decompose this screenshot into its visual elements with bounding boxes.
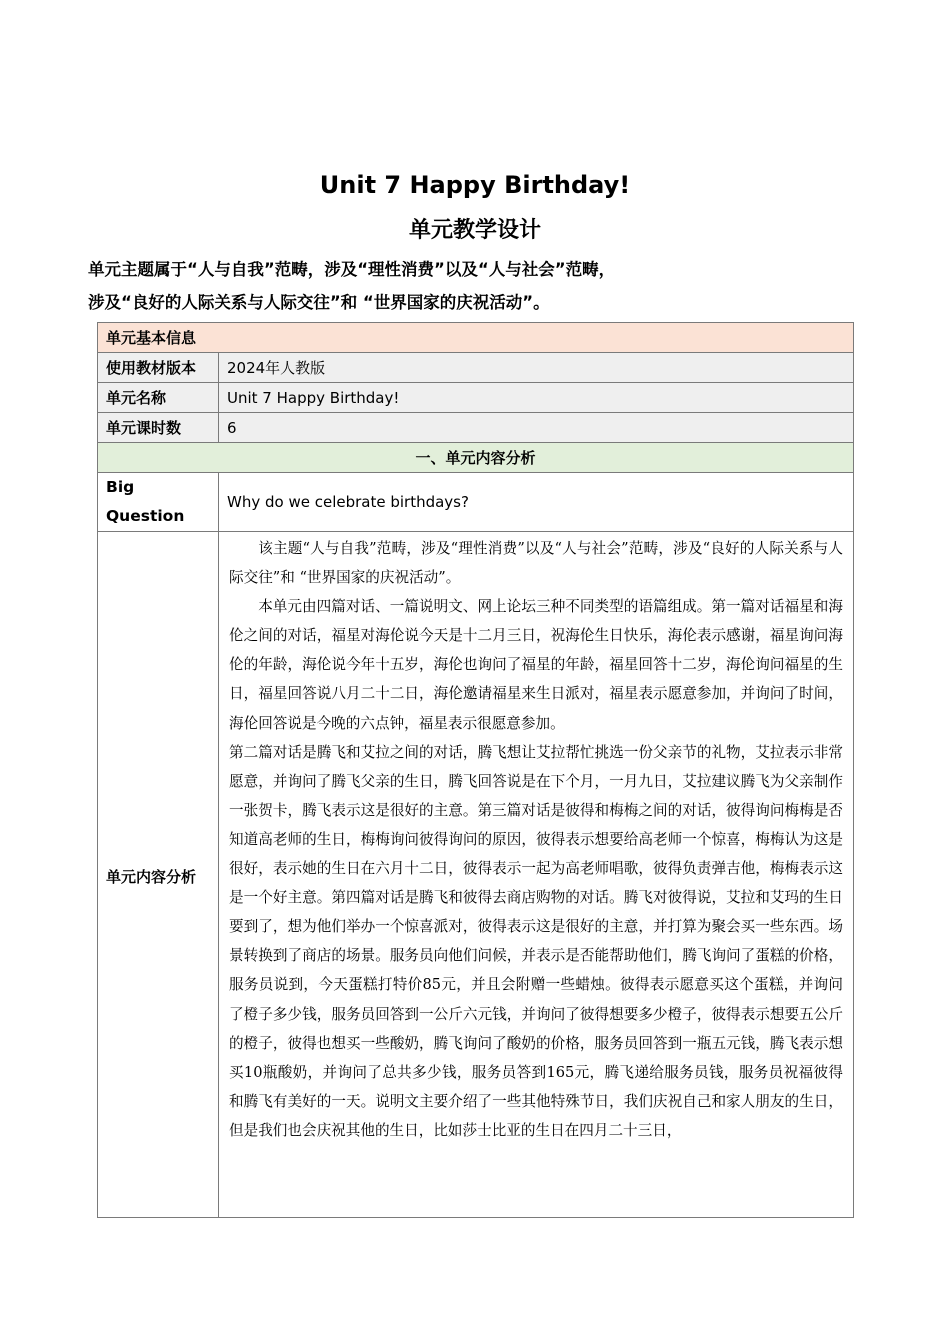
basic-info-header: 单元基本信息: [98, 323, 854, 353]
content-analysis-text: [229, 534, 843, 1145]
row-label-lesson-count: 单元课时数: [98, 413, 219, 443]
row-value-lesson-count: 6: [219, 413, 854, 443]
row-label-unit-name: 单元名称: [98, 383, 219, 413]
row-value-textbook: 2024年人教版: [219, 353, 854, 383]
table-row: [98, 353, 854, 383]
basic-info-header-row: [98, 323, 854, 353]
content-analysis-label: 单元内容分析: [98, 532, 219, 1218]
content-paragraph-1: 该主题“人与自我”范畴，涉及“理性消费”以及“人与社会”范畴，涉及“良好的人际关系与人际交往”和 “世界国家的庆祝活动”。: [229, 540, 843, 587]
table-row: [98, 413, 854, 443]
content-paragraph-2: 本单元由四篇对话、一篇说明文、网上论坛三种不同类型的语篇组成。第一篇对话福星和海伦之间的对话，福星对海伦说今天是十二月三日，祝海伦生日快乐，海伦表示感谢，福星询问海伦的年龄，海伦说今年十五岁，海伦也询问了福星的年龄，福星回答十二岁，海伦询问福星的生日，福星回答说八月二十二日，海伦邀请福星来生日派对，福星表示愿意参加，并询问了时间，海伦回答说是今晚的六点钟，福星表示很愿意参加。: [229, 598, 843, 732]
document-title: Unit 7 Happy Birthday!: [319, 171, 631, 199]
big-question-label: Big Question: [98, 473, 219, 532]
content-paragraph-3: 第二篇对话是腾飞和艾拉之间的对话，腾飞想让艾拉帮忙挑选一份父亲节的礼物，艾拉表示非常愿意，并询问了腾飞父亲的生日，腾飞回答说是在下个月，一月九日，艾拉建议腾飞为父亲制作一张贺卡，腾飞表示这是很好的主意。第三篇对话是彼得和梅梅之间的对话，彼得询问梅梅是否知道高老师的生日，梅梅询问彼得询问的原因，彼得表示想要给高老师一个惊喜，梅梅认为这是很好，表示她的生日在六月十二日，彼得表示一起为高老师唱歌，彼得负责弹吉他，梅梅表示这是一个好主意。第四篇对话是腾飞和彼得去商店购物的对话。腾飞对彼得说，艾拉和艾玛的生日要到了，想为他们举办一个惊喜派对，彼得表示这是很好的主意，并打算为聚会买一些东西。场景转换到了商店的场景。服务员向他们问候，并表示是否能帮助他们，腾飞询问了蛋糕的价格，服务员说到，今天蛋糕打特价85元，并且会附赠一些蜡烛。彼得表示愿意买这个蛋糕，并询问了橙子多少钱，服务员回答到一公斤六元钱，并询问了彼得想要多少橙子，彼得表示想要五公斤的橙子，彼得也想买一些酸奶，腾飞询问了酸奶的价格，服务员回答到一瓶五元钱，腾飞表示想买10瓶酸奶，并询问了总共多少钱，服务员答到165元，腾飞递给服务员钱，服务员祝福彼得和腾飞有美好的一天。说明文主要介绍了一些其他特殊节日，我们庆祝自己和家人朋友的生日，但是我们也会庆祝其他的生日，比如莎士比亚的生日在四月二十三日，: [229, 743, 843, 1139]
intro-line-2: 涉及“良好的人际关系与人际交往”和 “世界国家的庆祝活动”。: [88, 293, 550, 312]
unit-info-table: [97, 322, 854, 1218]
row-value-unit-name: Unit 7 Happy Birthday!: [219, 383, 854, 413]
intro-line-1: 单元主题属于“人与自我”范畴，涉及“理性消费”以及“人与社会”范畴，: [88, 260, 616, 279]
row-label-textbook: 使用教材版本: [98, 353, 219, 383]
section-header-row: [98, 443, 854, 473]
content-analysis-row: [98, 532, 854, 1218]
big-question-value: Why do we celebrate birthdays?: [219, 473, 854, 532]
section-header: 一、单元内容分析: [98, 443, 854, 473]
big-question-row: [98, 473, 854, 532]
content-analysis-cell: [219, 532, 854, 1218]
table-row: [98, 383, 854, 413]
document-subtitle: 单元教学设计: [408, 218, 541, 243]
